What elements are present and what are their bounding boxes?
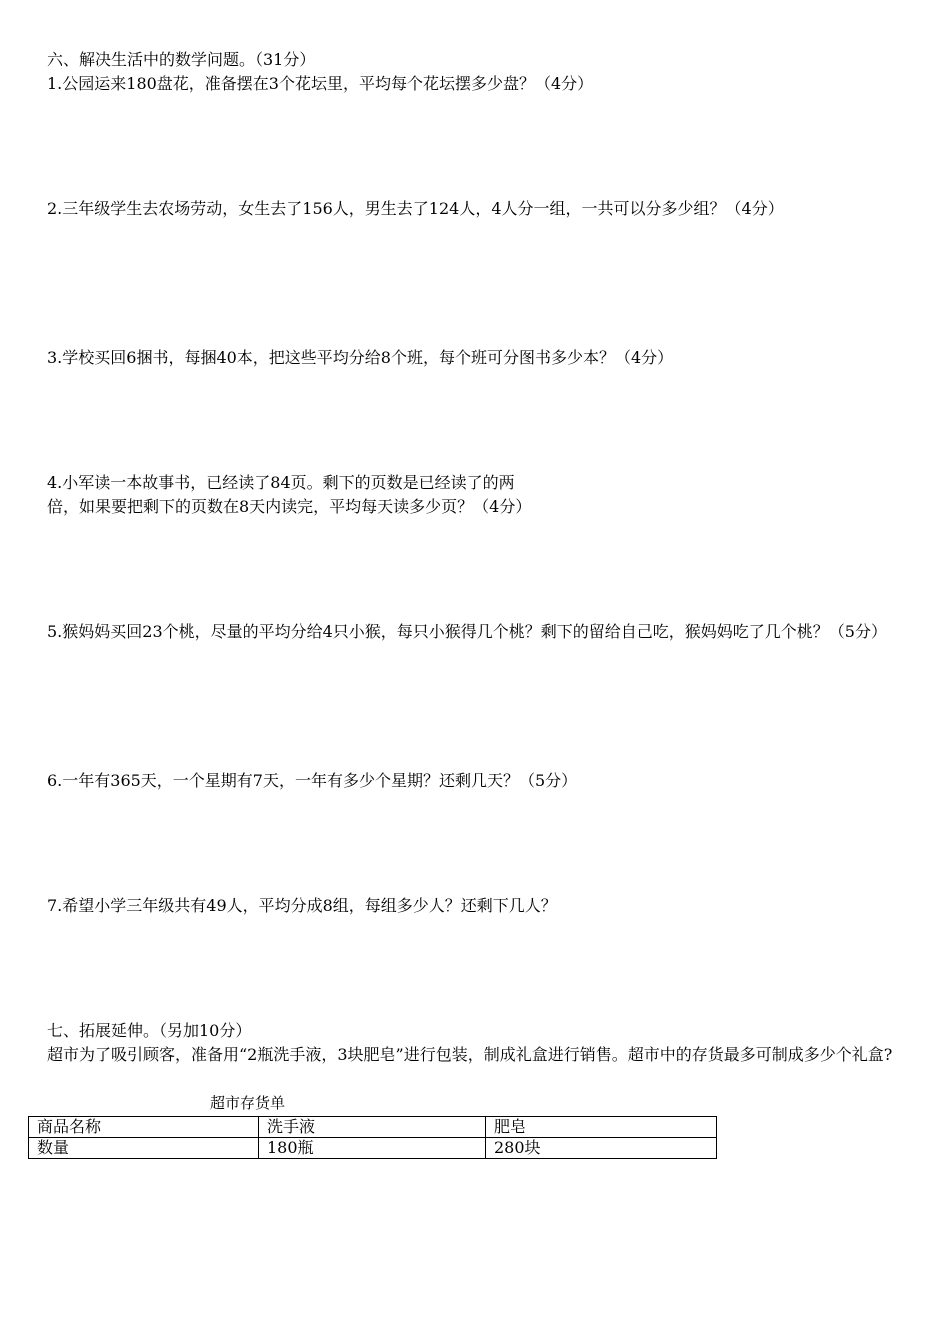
question-4-line-1: 4.小军读一本故事书，已经读了84页。剩下的页数是已经读了的两 bbox=[47, 473, 515, 492]
header-item-name: 商品名称 bbox=[29, 1117, 259, 1138]
question-3: 3.学校买回6捆书，每捆40本，把这些平均分给8个班，每个班可分图书多少本？（4分） bbox=[47, 348, 674, 367]
inventory-table bbox=[28, 1116, 717, 1159]
table-caption: 超市存货单 bbox=[210, 1094, 286, 1112]
hand-soap-quantity: 180瓶 bbox=[259, 1138, 486, 1159]
question-1: 1.公园运来180盘花，准备摆在3个花坛里，平均每个花坛摆多少盘？（4分） bbox=[47, 74, 594, 93]
table-header-row bbox=[29, 1117, 717, 1138]
header-soap: 肥皂 bbox=[486, 1117, 717, 1138]
section-6-heading: 六、解决生活中的数学问题。（31分） bbox=[47, 50, 316, 69]
section-7-body: 超市为了吸引顾客，准备用“2瓶洗手液，3块肥皂”进行包装，制成礼盒进行销售。超市中的存货最多可制成多少个礼盒? bbox=[47, 1045, 893, 1064]
section-7-heading: 七、拓展延伸。（另加10分） bbox=[47, 1021, 252, 1040]
question-4-line-2: 倍，如果要把剩下的页数在8天内读完，平均每天读多少页？（4分） bbox=[47, 497, 532, 516]
header-hand-soap: 洗手液 bbox=[259, 1117, 486, 1138]
soap-quantity: 280块 bbox=[486, 1138, 717, 1159]
question-6: 6.一年有365天，一个星期有7天，一年有多少个星期？还剩几天？（5分） bbox=[47, 771, 578, 790]
question-2: 2.三年级学生去农场劳动，女生去了156人，男生去了124人，4人分一组，一共可以分多少组？（4分） bbox=[47, 199, 784, 218]
question-5: 5.猴妈妈买回23个桃，尽量的平均分给4只小猴，每只小猴得几个桃？剩下的留给自己吃，猴妈妈吃了几个桃？（5分） bbox=[47, 622, 887, 641]
table-row bbox=[29, 1138, 717, 1159]
question-7: 7.希望小学三年级共有49人，平均分成8组，每组多少人？还剩下几人？ bbox=[47, 896, 557, 915]
row-label-quantity: 数量 bbox=[29, 1138, 259, 1159]
